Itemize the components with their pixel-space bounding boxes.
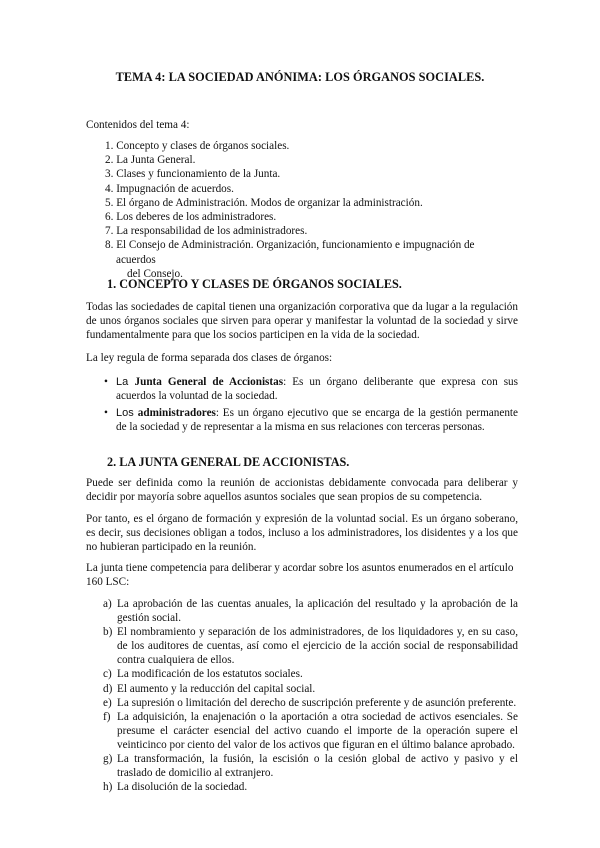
- bullet-icon: •: [104, 407, 108, 419]
- section-2-heading: 2. LA JUNTA GENERAL DE ACCIONISTAS.: [107, 455, 350, 469]
- contents-label: Contenidos del tema 4:: [86, 119, 190, 131]
- competence-item: e) La supresión o limitación del derecho de suscripción preferente y de asunción preferente.: [103, 696, 517, 709]
- contents-item: 5. El órgano de Administración. Modos de organizar la administración.: [105, 196, 423, 209]
- section-2-paragraph-1: Puede ser definida como la reunión de accionistas debidamente convocada para deliberar y decidir por mayoría sobre aquellos asuntos sociales que sean propios de su competencia.: [86, 477, 518, 503]
- contents-item: 2. La Junta General.: [105, 154, 196, 167]
- section-2-paragraph-2: Por tanto, es el órgano de formación y expresión de la voluntad social. Es un órgano soberano, es decir, sus decisiones obligan a todos, incluso a los administradores, los disidentes y a los que no hubieran participado en la reunión.: [86, 513, 518, 553]
- competence-item: h) La disolución de la sociedad.: [103, 781, 248, 794]
- contents-item: 1. Concepto y clases de órganos sociales.: [105, 140, 290, 152]
- contents-list: [105, 139, 515, 281]
- bullet-icon: •: [104, 376, 108, 388]
- organs-bullet-list: [104, 375, 518, 437]
- contents-item: 4. Impugnación de acuerdos.: [105, 182, 234, 195]
- contents-item: 6. Los deberes de los administradores.: [105, 211, 277, 224]
- page-title: TEMA 4: LA SOCIEDAD ANÓNIMA: LOS ÓRGANOS SOCIALES.: [115, 70, 485, 84]
- section-1-paragraph-1: Todas las sociedades de capital tienen una organización corporativa que da lugar a la regulación de unos órganos sociales que sirven para operar y manifestar la voluntad de la sociedad y sirve fundamentalmente para que los socios participen en la vida de la sociedad.: [86, 301, 518, 341]
- competence-item: d) El aumento y la reducción del capital social.: [103, 682, 316, 695]
- competences-list: [103, 597, 518, 794]
- contents-item: 3. Clases y funcionamiento de la Junta.: [105, 168, 281, 181]
- competence-item: b) El nombramiento y separación de los administradores, de los liquidadores y, en su caso, de los auditores de cuentas, así como el ejercicio de la acción social de responsabilidad contra cualquiera de ellos.: [103, 626, 518, 667]
- bullet-item-junta: • La Junta General de Accionistas: Es un órgano deliberante que expresa con sus acuerdos la voluntad de la sociedad.: [104, 376, 518, 402]
- competence-item: a) La aprobación de las cuentas anuales, la aplicación del resultado y la aprobación de la gestión social.: [103, 598, 518, 625]
- bullet-item-administradores: • Los administradores: Es un órgano ejecutivo que se encarga de la gestión permanente de la sociedad y de representar a la misma en sus relaciones con terceras personas.: [104, 407, 518, 433]
- section-2-paragraph-3: La junta tiene competencia para deliberar y acordar sobre los asuntos enumerados en el artículo 160 LSC:: [86, 562, 514, 588]
- section-1-heading: 1. CONCEPTO Y CLASES DE ÓRGANOS SOCIALES.: [107, 277, 402, 291]
- section-1-paragraph-2: La ley regula de forma separada dos clases de órganos:: [86, 352, 333, 364]
- competence-item: c) La modificación de los estatutos sociales.: [103, 668, 303, 681]
- competence-item: g) La transformación, la fusión, la escisión o la cesión global de activo y pasivo y el traslado de domicilio al extranjero.: [103, 753, 518, 780]
- competence-item: f) La adquisición, la enajenación o la aportación a otra sociedad de activos esenciales. Se presume el carácter esencial del activo cuando el importe de la operación supere el veinticinco por ciento del valor de los activos que figuran en el último balance aprobado.: [103, 710, 518, 751]
- contents-item: 7. La responsabilidad de los administradores.: [105, 225, 308, 238]
- contents-item: 8. El Consejo de Administración. Organización, funcionamiento e impugnación de acuerdos del Consejo.: [105, 239, 475, 280]
